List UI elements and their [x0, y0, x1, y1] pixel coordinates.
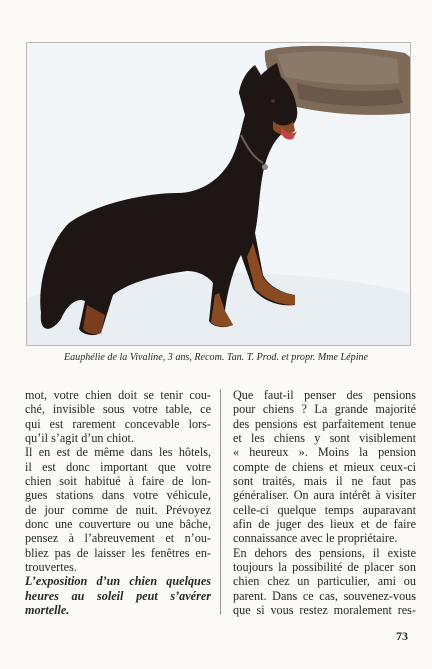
text-line: qui est rarement concevable lors- [25, 416, 211, 431]
text-line: et les chiens y sont visiblement [233, 431, 416, 446]
text-line: Que faut-il penser des pensions [233, 388, 416, 402]
text-line: compte de chiens et mieux ceux-ci [233, 459, 416, 474]
text-line: « heureux ». Moins la pension [233, 445, 416, 460]
text-line: En dehors des pensions, il existe [233, 545, 416, 560]
column-divider [220, 389, 221, 615]
text-line: gues stations dans votre véhicule, [25, 488, 211, 503]
text-line: donc une couverture ou une bâche, [25, 517, 211, 532]
text-line: il est donc important que votre [25, 459, 211, 474]
text-line: sont traités, mais il ne faut pas [233, 474, 416, 489]
dog-photo [26, 42, 411, 346]
emphasis-line: L’exposition d’un chien quelques [25, 574, 211, 589]
text-line: pensez à l’abreuvement et n’ou- [25, 531, 211, 546]
text-line: bliez pas de laisser les fenêtres en- [25, 545, 211, 560]
right-column [233, 388, 416, 618]
warning-paragraph [25, 574, 211, 617]
left-column [25, 388, 211, 618]
emphasis-line: heures au soleil peut s’avérer [25, 588, 211, 603]
text-line: celle-ci quelque temps auparavant [233, 502, 416, 517]
page-number: 73 [396, 629, 408, 643]
text-line: Il en est de même dans les hôtels, [25, 445, 211, 460]
text-line: de jour comme de nuit. Prévoyez [25, 502, 211, 517]
text-line: pour chiens ? La grande majorité [233, 402, 416, 417]
text-line: chien chez un particulier, ami ou [233, 574, 416, 589]
text-line: trouvertes. [25, 560, 77, 575]
text-line: chien soit habitué à faire de lon- [25, 474, 211, 489]
text-line: que si vous restez moralement res- [233, 603, 416, 618]
text-line: connaissance avec le propriétaire. [233, 531, 398, 546]
text-line: parent. Dans ce cas, souvenez-vous [233, 588, 416, 603]
text-line: afin de juger des lieux et de faire [233, 517, 416, 532]
text-line: toujours la possibilité de placer son [233, 560, 416, 575]
text-line: qu’il s’agit d’un chiot. [25, 431, 134, 446]
text-line: généraliser. On aura intérêt à visiter [233, 488, 416, 503]
emphasis-line: mortelle. [25, 603, 70, 618]
text-line: des pensions est parfaitement tenue [233, 416, 416, 431]
text-line: mot, votre chien doit se tenir cou- [25, 388, 211, 402]
text-line: ché, invisible sous votre table, ce [25, 402, 211, 417]
left-paragraph [25, 388, 211, 574]
right-paragraph [233, 388, 416, 618]
photo-caption: Eauphélie de la Vivaline, 3 ans, Recom. Tan. T. Prod. et propr. Mme Lépine [63, 352, 369, 363]
black-dog-in-snow-photo [27, 43, 410, 345]
